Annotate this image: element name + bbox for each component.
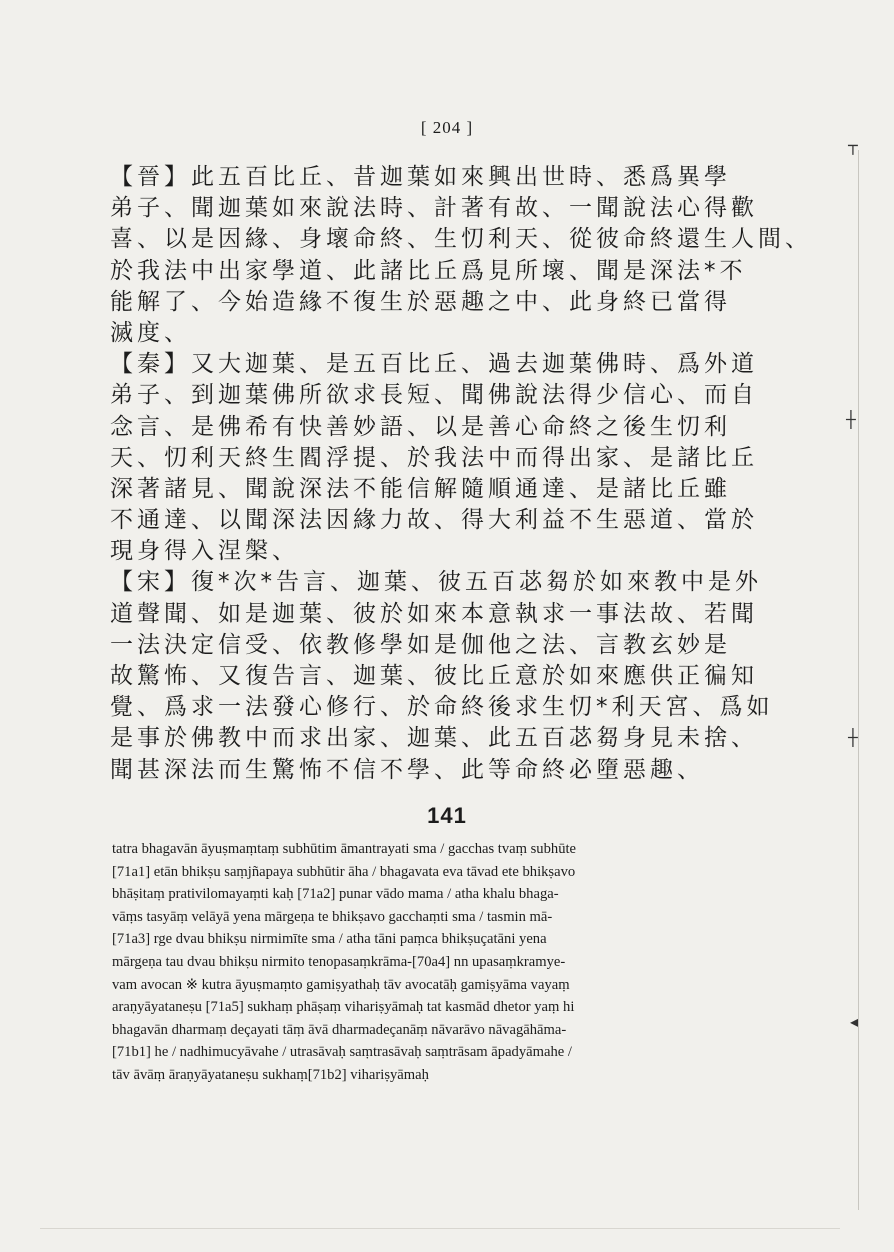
sanskrit-line: [71a1] etān bhikṣu saṃjñapaya subhūtir āha / bhagavata eva tāvad ete bhikṣavo [112, 863, 576, 880]
sanskrit-text-block [112, 838, 782, 1087]
chinese-line: 是事於佛教中而求出家、迦葉、此五百苾芻身見未捨、 [110, 725, 758, 752]
chinese-line: 覺、爲求一法發心修行、於命終後求生忉*利天宮、爲如 [110, 694, 774, 721]
chinese-text-block [110, 162, 812, 786]
chinese-line: 道聲聞、如是迦葉、彼於如來本意執求一事法故、若聞 [110, 600, 758, 627]
chinese-line: 弟子、聞迦葉如來說法時、計著有故、一聞說法心得歡 [110, 195, 758, 222]
chinese-line: 滅度、 [110, 319, 191, 346]
binding-mark-icon: ┼ [848, 728, 858, 747]
page-bottom-edge [40, 1228, 840, 1229]
chinese-line: 喜、以是因緣、身壞命終、生忉利天、從彼命終還生人間、 [110, 226, 812, 253]
page-number-top: [ 204 ] [420, 118, 474, 137]
chinese-line: 【晉】此五百比丘、昔迦葉如來興出世時、悉爲異學 [110, 164, 731, 190]
binding-mark-icon: ◂ [850, 1012, 859, 1031]
sanskrit-line: tatra bhagavān āyuṣmaṃtaṃ subhūtim āmantrayati sma / gacchas tvaṃ subhūte [112, 841, 577, 857]
sanskrit-line: araṇyāyataneṣu [71a5] sukhaṃ phāṣaṃ vihariṣyāmaḥ tat kasmād dhetor yaṃ hi [112, 999, 575, 1016]
right-margin-rule [858, 150, 859, 1210]
chinese-line: 能解了、今始造緣不復生於惡趣之中、此身終已當得 [110, 288, 731, 315]
chinese-line: 深著諸見、聞說深法不能信解隨順通達、是諸比丘雖 [110, 475, 731, 502]
binding-mark-icon: ┬ [848, 136, 858, 155]
chinese-line: 【宋】復*次*告言、迦葉、彼五百苾芻於如來教中是外 [110, 569, 762, 596]
chinese-line: 不通達、以聞深法因緣力故、得大利益不生惡道、當於 [110, 507, 758, 534]
chinese-line: 念言、是佛希有快善妙語、以是善心命終之後生忉利 [110, 413, 731, 440]
sanskrit-line: bhagavān dharmaṃ deçayati tāṃ āvā dharmadeçanāṃ nāvarāvo nāvagāhāma- [112, 1021, 567, 1038]
sanskrit-line: mārgeṇa tau dvau bhikṣu nirmito tenopasaṃkrāma-[70a4] nn upasaṃkramye- [112, 953, 566, 970]
sanskrit-line: vāṃs tasyāṃ velāyā yena mārgeṇa te bhikṣavo gacchaṃti sma / tasmin mā- [112, 908, 553, 925]
chinese-line: 天、忉利天終生閻浮提、於我法中而得出家、是諸比丘 [110, 444, 758, 471]
sanskrit-line: tāv āvāṃ āraṇyāyataneṣu sukhaṃ[71b2] vihariṣyāmaḥ [112, 1066, 429, 1083]
chinese-line: 一法決定信受、依教修學如是伽他之法、言教玄妙是 [110, 631, 731, 658]
chinese-line: 故驚怖、又復告言、迦葉、彼比丘意於如來應供正徧知 [110, 663, 758, 689]
chinese-line: 聞甚深法而生驚怖不信不學、此等命終必墮惡趣、 [110, 756, 704, 783]
chinese-line: 弟子、到迦葉佛所欲求長短、聞佛說法得少信心、而自 [110, 382, 758, 409]
chinese-line: 【秦】又大迦葉、是五百比丘、過去迦葉佛時、爲外道 [110, 351, 758, 378]
sanskrit-line: vam avocan ※ kutra āyuṣmaṃto gamiṣyathaḥ tāv avocatāḥ gamiṣyāma vayaṃ [112, 976, 570, 993]
sanskrit-line: [71b1] he / nadhimucyāvahe / utrasāvaḥ saṃtrasāvaḥ saṃtrāsam āpadyāmahe / [112, 1044, 572, 1061]
sanskrit-line: [71a3] rge dvau bhikṣu nirmimīte sma / atha tāni paṃca bhikṣuçatāni yena [112, 931, 547, 948]
binding-mark-icon: ┼ [846, 410, 856, 429]
sanskrit-line: bhāṣitaṃ prativilomayaṃti kaḥ [71a2] punar vādo mama / atha khalu bhaga- [112, 886, 559, 903]
section-number: 141 [427, 803, 467, 828]
chinese-line: 於我法中出家學道、此諸比丘爲見所壞、聞是深法*不 [110, 257, 747, 284]
chinese-line: 現身得入涅槃、 [110, 538, 299, 565]
